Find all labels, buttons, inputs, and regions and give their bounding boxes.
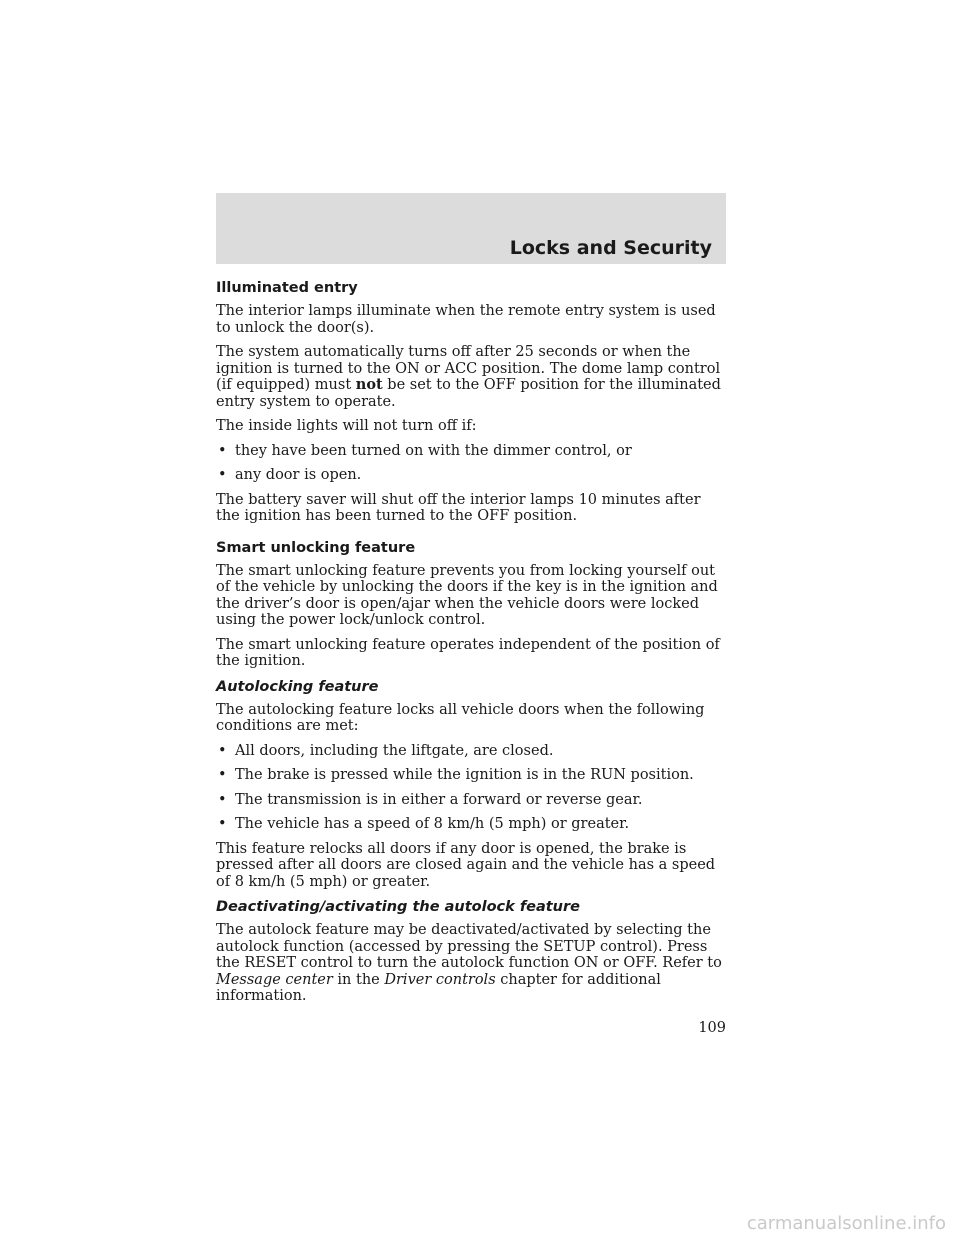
list-item-text: they have been turned on with the dimmer control, or xyxy=(235,442,632,459)
paragraph: The autolocking feature locks all vehicle doors when the following conditions are met: xyxy=(216,701,705,734)
paragraph: The battery saver will shut off the interior lamps 10 minutes after the ignition has been turned to the OFF position. xyxy=(216,491,701,524)
paragraph xyxy=(216,344,726,410)
bullet-icon: • xyxy=(218,467,227,483)
bullet-list xyxy=(216,743,726,833)
emphasis-not: not xyxy=(355,376,383,393)
bullet-icon: • xyxy=(218,767,227,783)
watermark: carmanualsonline.info xyxy=(746,1213,946,1234)
list-item xyxy=(216,467,726,484)
heading-autolocking: Autolocking feature xyxy=(216,678,379,695)
bullet-icon: • xyxy=(218,816,227,832)
paragraph: This feature relocks all doors if any door is opened, the brake is pressed after all doors are closed again and the vehicle has a speed of 8 km/h (5 mph) or greater. xyxy=(216,840,716,890)
reference-driver-controls: Driver controls xyxy=(384,971,496,988)
bullet-list xyxy=(216,443,726,484)
list-item-text: The vehicle has a speed of 8 km/h (5 mph) or greater. xyxy=(235,816,630,832)
bullet-icon: • xyxy=(218,442,227,459)
bullet-icon: • xyxy=(218,791,227,808)
list-item-text: The brake is pressed while the ignition is in the RUN position. xyxy=(235,767,694,783)
list-item xyxy=(216,443,726,460)
paragraph xyxy=(216,922,726,1005)
section-title: Locks and Security xyxy=(509,237,712,259)
bullet-icon: • xyxy=(218,742,227,759)
heading-illuminated-entry: Illuminated entry xyxy=(216,280,358,296)
paragraph: The smart unlocking feature prevents you from locking yourself out of the vehicle by unlocking the doors if the key is in the ignition and the driver’s door is open/ajar when the vehicle doors were locked using the power lock/unlock control. xyxy=(216,562,718,628)
page-content xyxy=(216,279,726,1013)
paragraph: The inside lights will not turn off if: xyxy=(216,418,477,434)
text-run: The autolock feature may be deactivated/activated by selecting the autolock function (accessed by pressing the SETUP control). Press the RESET control to turn the autolock function ON or OFF. Refer to xyxy=(216,922,722,971)
text-run: chapter for additional information. xyxy=(216,971,661,1004)
list-item-text: All doors, including the liftgate, are closed. xyxy=(235,742,554,759)
list-item xyxy=(216,767,726,784)
reference-message-center: Message center xyxy=(216,971,333,988)
heading-deactivating-autolock: Deactivating/activating the autolock feature xyxy=(216,899,580,915)
paragraph: The smart unlocking feature operates independent of the position of the ignition. xyxy=(216,636,720,669)
text-run: in the xyxy=(332,971,385,988)
page-number: 109 xyxy=(698,1020,726,1036)
text-run: The system automatically turns off after 25 seconds or when the ignition is turned to the ON or ACC position. The dome lamp control (if equipped) must xyxy=(216,344,721,393)
section-header-band xyxy=(216,193,726,264)
list-item xyxy=(216,816,726,833)
list-item xyxy=(216,792,726,809)
text-run: be set to the OFF position for the illuminated entry system to operate. xyxy=(216,377,721,410)
paragraph: The interior lamps illuminate when the remote entry system is used to unlock the door(s). xyxy=(216,303,716,336)
heading-smart-unlocking: Smart unlocking feature xyxy=(216,539,416,556)
list-item-text: any door is open. xyxy=(235,467,362,483)
list-item-text: The transmission is in either a forward or reverse gear. xyxy=(235,791,643,808)
list-item xyxy=(216,743,726,760)
